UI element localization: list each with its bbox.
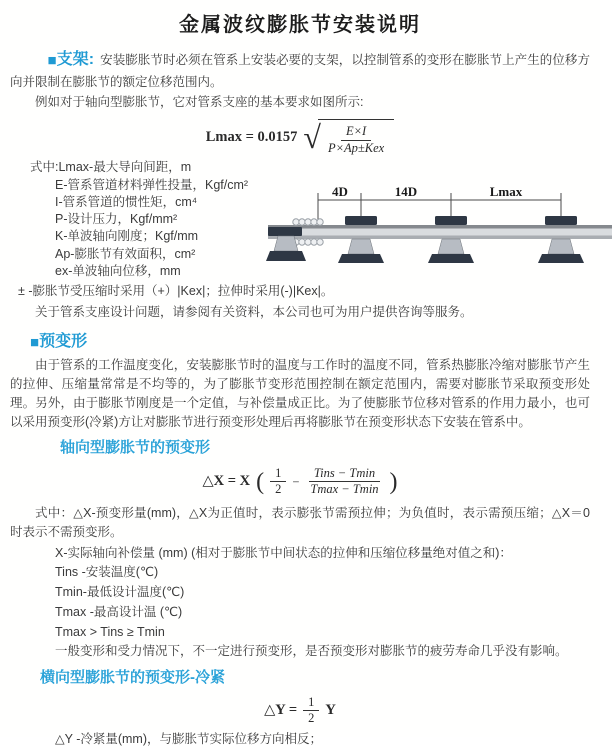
delta-y-note: △Y -冷紧量(mm)，与膨胀节实际位移方向相反； [55, 731, 323, 746]
definitions-and-diagram [10, 159, 590, 281]
x-definition: X-实际轴向补偿量 (mm) (相对于膨胀节中间状态的拉伸和压缩位移量绝对值之和)： [55, 545, 512, 560]
half-numerator: 1 [270, 466, 286, 483]
pipe [268, 225, 612, 239]
lmax-numerator: E×I [341, 124, 371, 141]
delta-x-formula [10, 466, 590, 498]
guide-support [538, 216, 584, 263]
guide-support [338, 216, 384, 263]
definition-item: I-管系管道的惯性矩，cm⁴ [55, 194, 198, 209]
kex-sign-note: ± -膨胀节受压缩时采用（+）|Kex|；拉伸时采用(-)|Kex|。 [18, 284, 334, 299]
lmax-formula-lhs: Lmax = 0.0157 [205, 128, 298, 145]
definition-item: ex-单波轴向位移，mm [55, 263, 181, 278]
fatigue-note: 一般变形和受力情况下，不一定进行预变形，是否预变形对膨胀节的疲劳寿命几乎没有影响。 [55, 644, 568, 659]
page-title: 金属波纹膨胀节安装说明 [179, 14, 421, 36]
tins-definition: Tins -安装温度(℃) [55, 565, 159, 580]
lmax-formula [10, 119, 590, 156]
half-denominator: 2 [308, 711, 315, 726]
dim-label-14d: 14D [394, 184, 418, 200]
symbol-definitions [10, 159, 266, 281]
tmax-definition: Tmax -最高设计温 (℃) [55, 604, 183, 619]
left-paren: ( [256, 468, 265, 495]
temp-inequality: Tmax > Tins ≥ Tmin [55, 624, 165, 639]
tmin-definition: Tmin-最低设计温度(℃) [55, 585, 185, 599]
delta-x-lhs: △X = X [202, 473, 251, 489]
dim-label-4d: 4D [332, 184, 348, 200]
support-paragraph [10, 48, 590, 91]
sqrt-sign-icon: √ [303, 119, 321, 156]
minus-operator: − [292, 474, 300, 489]
right-paren: ) [389, 468, 398, 495]
preform-paragraph: 由于管系的工作温度变化，安装膨胀节时的温度与工作时的温度不同，管系热膨胀冷缩对膨胀节产生的拉伸、压缩量常常是不均等的，为了膨胀节变形范围控制在额定范围内，需要对膨胀节采取预变形处理。另外，由于膨胀节刚度是一个定值，与补偿量成正比。为了使膨胀节位移对管系的作用力最小，也可以采用预变形(冷紧)方让对膨胀节进行预变形处理后再将膨胀节在预变形状态下安装在管系中。 [10, 358, 590, 429]
temp-numerator: Tins − Tmin [309, 466, 380, 483]
section-marker-icon: ■ [47, 52, 57, 69]
guide-support [428, 216, 474, 263]
support-intro-text: 安装膨胀节时必须在管系上安装必要的支架，以控制管系的变形在膨胀节上产生的位移方向并限制在膨胀节的额定位移范围内。 [10, 53, 590, 89]
definition-item: E-管系管道材料弹性投量，Kgf/cm² [55, 177, 249, 192]
consulting-note: 关于管系支座设计问题，请参阅有关资料，本公司也可为用户提供咨询等服务。 [35, 305, 473, 319]
lmax-denominator: P×Ap±Kex [327, 140, 385, 155]
dim-label-lmax: Lmax [489, 184, 523, 200]
axial-subheading: 轴向型膨胀节的预变形 [60, 439, 211, 457]
section-marker-icon: ■ [30, 333, 40, 351]
support-section-heading: 支架: [56, 51, 95, 68]
delta-y-formula [10, 695, 590, 727]
definition-item: K-单波轴向刚度；Kgf/mm [55, 229, 199, 244]
preform-section-heading: 预变形 [39, 332, 88, 350]
definition-item: Ap-膨胀节有效面积，cm² [55, 246, 196, 261]
half-denominator: 2 [275, 482, 282, 497]
definition-item: P-设计压力，Kgf/mm² [55, 212, 178, 226]
support-example-line: 例如对于轴向型膨胀节，它对管系支座的基本要求如图所示: [35, 95, 364, 110]
lateral-subheading: 横向型膨胀节的预变形-冷紧 [40, 669, 225, 686]
half-numerator: 1 [303, 695, 319, 712]
temp-denominator: Tmax − Tmin [310, 482, 379, 497]
definition-item: 式中:Lmax-最大导向间距，m [30, 160, 192, 175]
delta-x-explanation: 式中：△X-预变形量(mm)，△X为正值时，表示膨张节需预拉伸；为负值时，表示需预压缩；△X＝0时表示不需预变形。 [10, 506, 590, 539]
sqrt-radical [303, 119, 394, 156]
preform-section-header [10, 330, 590, 355]
delta-y-lhs: △Y = [264, 701, 298, 718]
support-spacing-diagram [266, 185, 614, 281]
delta-y-rhs: Y [325, 701, 336, 718]
